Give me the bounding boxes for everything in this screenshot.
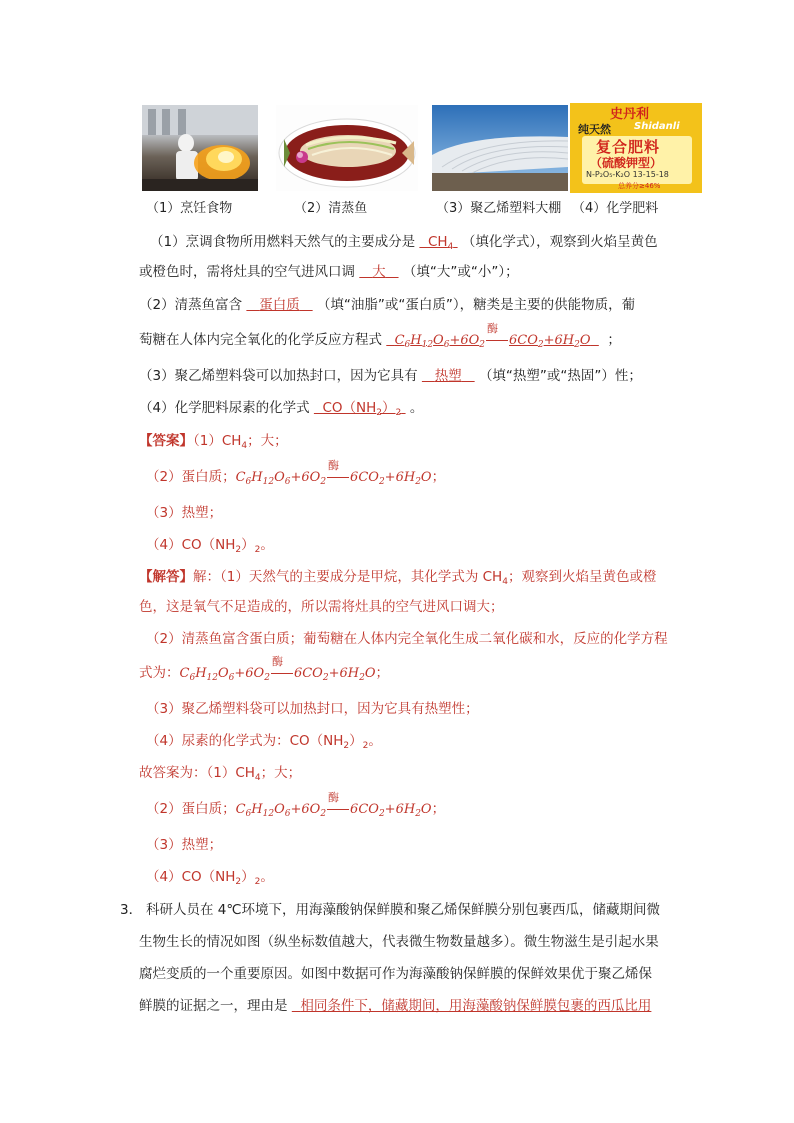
question-line-5: （3）聚乙烯塑料袋可以加热封口，因为它具有 热塑 （填“热塑”或“热固”）性； (139, 368, 642, 384)
answer-blank-2: 大 (372, 264, 386, 280)
photo-cooking (142, 105, 258, 191)
question-3-line-1: 科研人员在 4℃环境下，用海藻酸钠保鲜膜和聚乙烯保鲜膜分别包裹西瓜，储藏期间微 (146, 902, 661, 918)
question-3-line-3: 腐烂变质的一个重要原因。如图中数据可作为海藻酸钠保鲜膜的保鲜效果优于聚乙烯保 (139, 966, 652, 982)
bag-line4: N-P₂O₅-K₂O 13-15-18 (586, 170, 669, 179)
question-line-2: 或橙色时，需将灶具的空气进风口调 大 （填“大”或“小”）； (139, 264, 519, 280)
caption-greenhouse: （3）聚乙烯塑料大棚 (436, 201, 562, 216)
photo-greenhouse (432, 105, 568, 191)
bag-line5: 总养分≥46% (618, 182, 661, 190)
question-line-4: 萄糖在人体内完全氧化的化学反应方程式 $C_6H_{12}O_6+6O_2$ 酶 $6CO_2+6H_2O$ ； (139, 322, 621, 350)
answer-line-3: （3）热塑； (146, 505, 223, 521)
answer-blank-4-equation: $C_6H_{12}O_6+6O_2$ 酶 $6CO_2+6H_2O$ (394, 322, 591, 350)
analysis-line-6: （4）尿素的化学式为：$CO(NH_2)_2$。 (146, 733, 382, 751)
answer-tag: 【答案】 (139, 433, 193, 449)
answer-line-2: （2）蛋白质；$C_6H_{12}O_6+6O_2$ 酶 $6CO_2+6H_2O$； (146, 459, 446, 487)
analysis-line-9: （3）热塑； (146, 837, 223, 853)
answer-blank-q3: 相同条件下，储藏期间，用海藻酸钠保鲜膜包裹的西瓜比用 (300, 998, 652, 1014)
bag-line1: 纯天然 (578, 123, 611, 136)
question-line-1: （1）烹调食物所用燃料天然气的主要成分是 $CH_4$ （填化学式），观察到火焰呈黄色 (150, 234, 658, 252)
analysis-line-3: （2）清蒸鱼富含蛋白质；葡萄糖在人体内完全氧化生成二氧化碳和水，反应的化学方程 (146, 631, 668, 647)
analysis-line-7: 故答案为：$(1)CH_4$；大； (139, 765, 302, 783)
analysis-line-1: 【解答】解：（1）天然气的主要成分是甲烷，其化学式为 $CH_4$；观察到火焰呈黄色或橙 (139, 569, 657, 587)
caption-cooking: （1）烹饪食物 (146, 201, 233, 216)
bag-line3: （硫酸钾型） (590, 156, 663, 170)
caption-fertilizer: （4）化学肥料 (572, 201, 659, 216)
analysis-line-10: $(4)CO(NH_2)_2$。 (146, 869, 274, 887)
bag-brand-en: Shidanli (634, 121, 680, 132)
answer-line-4: $(4)CO(NH_2)_2$。 (146, 537, 274, 555)
answer-blank-1: $CH_4$ (427, 234, 454, 252)
question-line-6: （4）化学肥料尿素的化学式 $CO(NH_2)_2$ 。 (139, 400, 424, 418)
photo-fertilizer-bag (570, 103, 702, 193)
analysis-tag: 【解答】 (139, 569, 193, 585)
photo-steamed-fish (276, 105, 418, 191)
question-line-3: （2）清蒸鱼富含 蛋白质 （填“油脂”或“蛋白质”），糖类是主要的供能物质，葡 (139, 297, 636, 313)
question-3-number: 3． (120, 902, 143, 918)
bag-brand: 史丹利 (610, 107, 650, 122)
caption-fish: （2）清蒸鱼 (294, 201, 368, 216)
analysis-line-2: 色，这是氧气不足造成的，所以需将灶具的空气进风口调大； (139, 599, 504, 615)
bag-line2: 复合肥料 (596, 138, 661, 156)
answer-blank-6: $CO(NH_2)_2$ (322, 400, 402, 418)
answer-blank-5: 热塑 (434, 368, 462, 384)
analysis-line-5: （3）聚乙烯塑料袋可以加热封口，因为它具有热塑性； (146, 701, 479, 717)
question-3-line-4: 鲜膜的证据之一，理由是 相同条件下，储藏期间，用海藻酸钠保鲜膜包裹的西瓜比用 (139, 998, 652, 1014)
answer-blank-3: 蛋白质 (259, 297, 300, 313)
answer-line-1: 【答案】$(1)CH_4$；大； (139, 433, 288, 451)
analysis-line-4: 式为：$C_6H_{12}O_6+6O_2$ 酶 $6CO_2+6H_2O$； (139, 655, 389, 683)
question-3-line-2: 生物生长的情况如图（纵坐标数值越大，代表微生物数量越多）。微生物滋生是引起水果 (139, 934, 659, 950)
analysis-line-8: （2）蛋白质；$C_6H_{12}O_6+6O_2$ 酶 $6CO_2+6H_2O$； (146, 791, 446, 819)
